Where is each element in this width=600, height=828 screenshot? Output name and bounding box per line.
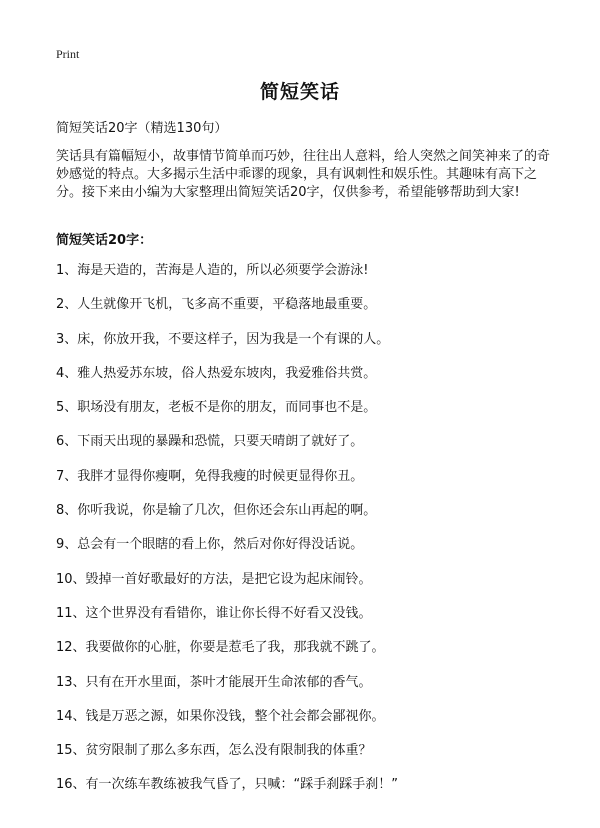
joke-item: 7、我胖才显得你瘦啊，免得我瘦的时候更显得你丑。 [56,468,364,484]
joke-item: 4、雅人热爱苏东坡，俗人热爱东坡肉，我爱雅俗共赏。 [56,365,377,381]
article-subtitle: 简短笑话20字（精选130句） [56,121,228,136]
joke-item: 13、只有在开水里面，茶叶才能展开生命浓郁的香气。 [56,674,372,690]
joke-item: 9、总会有一个眼瞎的看上你，然后对你好得没话说。 [56,537,364,553]
joke-item: 11、这个世界没有看错你，谁让你长得不好看又没钱。 [56,605,372,621]
joke-item: 14、钱是万恶之源，如果你没钱，整个社会都会鄙视你。 [56,708,385,724]
page-title: 简短笑话 [259,81,340,103]
joke-item: 3、床，你放开我，不要这样子，因为我是一个有课的人。 [56,331,390,347]
joke-item: 1、海是天造的，苦海是人造的，所以必须要学会游泳! [56,263,369,278]
section-heading: 简短笑话20字： [56,233,153,248]
joke-list [56,262,566,811]
print-link[interactable]: Print [56,47,80,61]
joke-item: 6、下雨天出现的暴躁和恐慌，只要天晴朗了就好了。 [56,434,364,450]
joke-item: 5、职场没有朋友，老板不是你的朋友，而同事也不是。 [56,400,377,416]
joke-item: 8、你听我说，你是输了几次，但你还会东山再起的啊。 [56,503,377,519]
joke-item: 16、有一次练车教练被我气昏了，只喊：“踩手刹踩手刹！” [56,777,399,793]
intro-paragraph: 笑话具有篇幅短小，故事情节简单而巧妙，往往出人意料，给人突然之间笑神来了的奇妙感觉的特点。大多揭示生活中乖谬的现象，具有讽刺性和娱乐性。其趣味有高下之分。接下来由小编为大家整理出简短笑话20字，仅供参考，希望能够帮助到大家! [56,149,551,200]
joke-item: 2、人生就像开飞机，飞多高不重要，平稳落地最重要。 [56,297,377,313]
joke-item: 15、贫穷限制了那么多东西，怎么没有限制我的体重？ [56,743,372,759]
joke-item: 10、毁掉一首好歌最好的方法，是把它设为起床闹铃。 [56,571,372,587]
joke-item: 12、我要做你的心脏，你要是惹毛了我，那我就不跳了。 [56,640,385,656]
